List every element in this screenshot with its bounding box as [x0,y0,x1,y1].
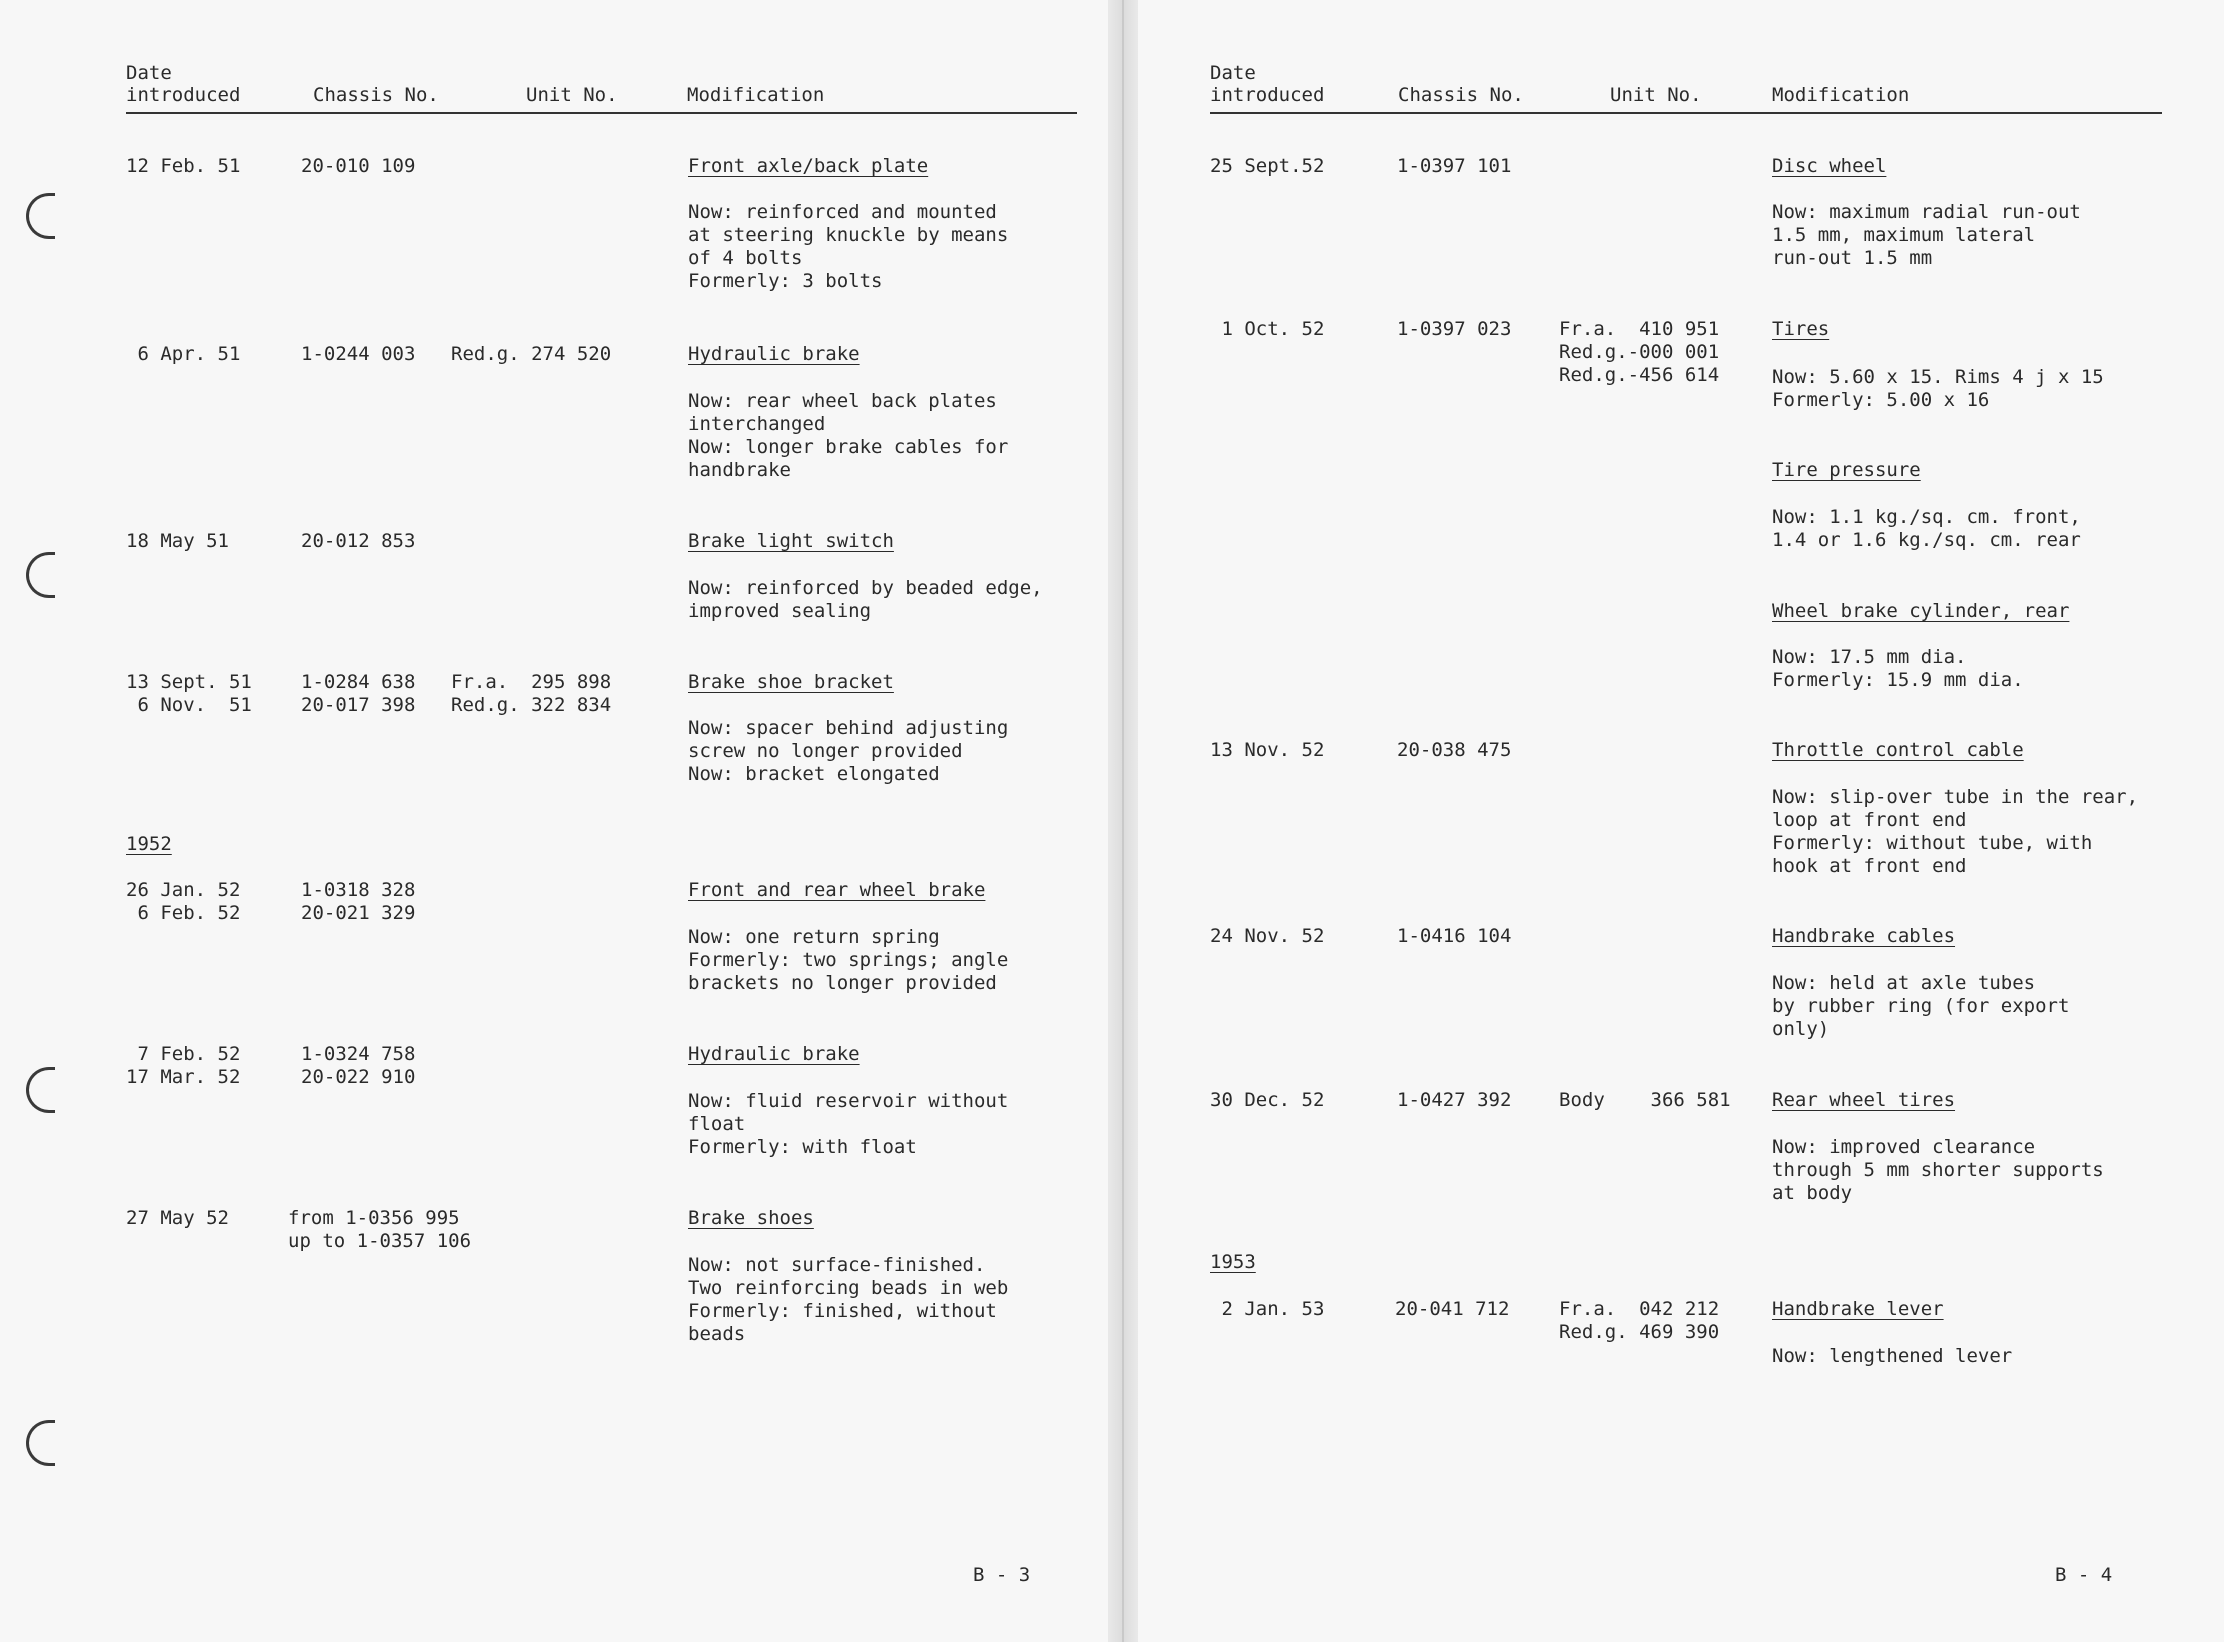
entry-date: 13 Nov. 52 [1210,739,1325,761]
header-modification: Modification [687,84,825,106]
entry-body: Now: 1.1 kg./sq. cm. front, 1.4 or 1.6 kg./sq. cm. rear [1772,506,2081,551]
entry-body: Now: improved clearance through 5 mm shorter supports at body [1772,1136,2104,1204]
entry-unit: Fr.a. 295 898 Red.g. 322 834 [451,671,612,716]
entry-title: Throttle control cable [1772,739,2024,761]
right-page [1138,0,2224,1642]
entry-chassis: 20-038 475 [1397,739,1512,761]
header-date: Date introduced [1210,62,1325,106]
entry-title: Hydraulic brake [688,343,860,365]
header-chassis: Chassis No. [1398,84,1524,106]
entry-chassis: 1-0318 328 20-021 329 [301,879,416,924]
page-number: B - 3 [973,1564,1031,1586]
entry-date: 30 Dec. 52 [1210,1089,1325,1111]
entry-chassis: 1-0324 758 20-022 910 [301,1043,416,1088]
entry-title: Front axle/back plate [688,155,929,177]
year-heading: 1952 [126,833,172,855]
entry-body: Now: spacer behind adjusting screw no longer provided Now: bracket elongated [688,717,1009,785]
entry-chassis: 1-0416 104 [1397,925,1512,947]
entry-body: Now: fluid reservoir without float Formerly: with float [688,1090,1009,1158]
entry-date: 1 Oct. 52 [1210,318,1325,340]
left-page [0,0,1108,1642]
entry-title: Brake shoe bracket [688,671,894,693]
entry-unit: Body 366 581 [1559,1089,1731,1111]
entry-title: Handbrake cables [1772,925,1956,947]
entry-body: Now: rear wheel back plates interchanged Now: longer brake cables for handbrake [688,390,1009,481]
entry-unit: Fr.a. 410 951 Red.g.-000 001 Red.g.-456 614 [1559,318,1720,386]
entry-body: Now: not surface-finished. Two reinforcing beads in web Formerly: finished, without beads [688,1254,1009,1345]
punch-hole [26,552,55,598]
entry-date: 12 Feb. 51 [126,155,241,177]
entry-date: 27 May 52 [126,1207,229,1229]
entry-body: Now: lengthened lever [1772,1345,2013,1367]
book-gutter [1108,0,1138,1642]
entry-body: Now: 17.5 mm dia. Formerly: 15.9 mm dia. [1772,646,2024,691]
entry-body: Now: held at axle tubes by rubber ring (for export only) [1772,972,2070,1040]
header-date: Date introduced [126,62,241,106]
entry-body: Now: 5.60 x 15. Rims 4 j x 15 Formerly: 5.00 x 16 [1772,366,2104,411]
punch-hole [26,1067,55,1113]
entry-chassis: 20-012 853 [301,530,416,552]
entry-title: Front and rear wheel brake [688,879,986,901]
year-heading: 1953 [1210,1251,1256,1273]
entry-chassis: 1-0284 638 20-017 398 [301,671,416,716]
entry-title: Rear wheel tires [1772,1089,1956,1111]
entry-date: 2 Jan. 53 [1210,1298,1325,1320]
entry-date: 25 Sept.52 [1210,155,1325,177]
page-number: B - 4 [2055,1564,2113,1586]
entry-title: Hydraulic brake [688,1043,860,1065]
entry-title: Brake light switch [688,530,894,552]
entry-date: 18 May 51 [126,530,229,552]
entry-title: Disc wheel [1772,155,1887,177]
entry-unit: Fr.a. 042 212 Red.g. 469 390 [1559,1298,1720,1343]
header-rule [1210,112,2162,114]
header-modification: Modification [1772,84,1910,106]
entry-body: Now: reinforced by beaded edge, improved sealing [688,577,1043,622]
entry-title: Brake shoes [688,1207,814,1229]
entry-chassis: 1-0397 023 [1397,318,1512,340]
entry-body: Now: reinforced and mounted at steering knuckle by means of 4 bolts Formerly: 3 bolts [688,201,1009,292]
entry-chassis: from 1-0356 995 up to 1-0357 106 [288,1207,472,1252]
punch-hole [26,193,55,239]
header-rule [126,112,1077,114]
entry-chassis: 20-041 712 [1395,1298,1510,1320]
entry-chassis: 1-0244 003 [301,343,416,365]
header-unit: Unit No. [526,84,618,106]
entry-date: 26 Jan. 52 6 Feb. 52 [126,879,241,924]
entry-body: Now: one return spring Formerly: two springs; angle brackets no longer provided [688,926,1009,994]
header-chassis: Chassis No. [313,84,439,106]
entry-date: 24 Nov. 52 [1210,925,1325,947]
entry-title: Tires [1772,318,1830,340]
entry-title: Tire pressure [1772,459,1921,481]
entry-title: Handbrake lever [1772,1298,1944,1320]
entry-date: 13 Sept. 51 6 Nov. 51 [126,671,252,716]
header-unit: Unit No. [1610,84,1702,106]
entry-chassis: 1-0427 392 [1397,1089,1512,1111]
entry-chassis: 20-010 109 [301,155,416,177]
entry-body: Now: maximum radial run-out 1.5 mm, maximum lateral run-out 1.5 mm [1772,201,2081,269]
entry-date: 7 Feb. 52 17 Mar. 52 [126,1043,241,1088]
entry-date: 6 Apr. 51 [126,343,241,365]
entry-chassis: 1-0397 101 [1397,155,1512,177]
entry-title: Wheel brake cylinder, rear [1772,600,2070,622]
entry-unit: Red.g. 274 520 [451,343,612,365]
punch-hole [26,1420,55,1466]
entry-body: Now: slip-over tube in the rear, loop at front end Formerly: without tube, with hook at front end [1772,786,2139,877]
